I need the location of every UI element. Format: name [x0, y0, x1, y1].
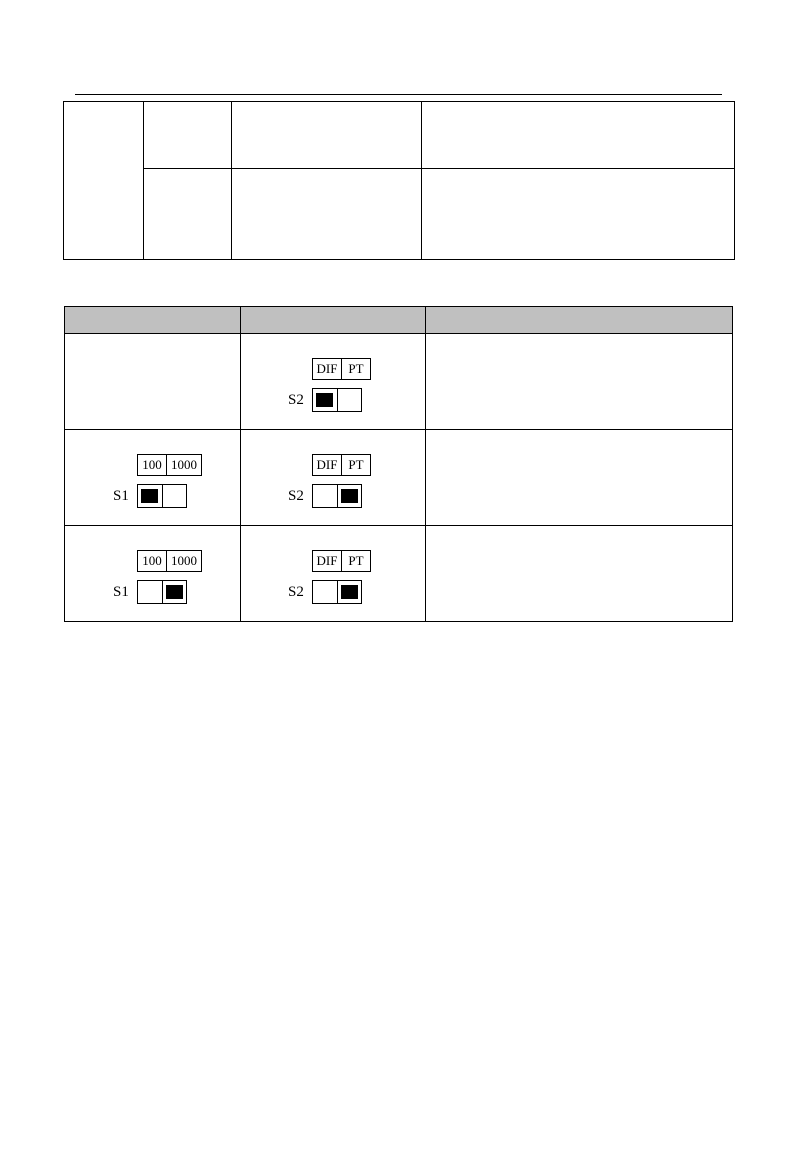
switch-position-labels — [137, 550, 202, 572]
switch-position-labels — [312, 358, 371, 380]
switch-position-label: PT — [341, 455, 370, 475]
description-cell — [426, 430, 733, 526]
s1-cell — [65, 430, 241, 526]
upper-table-cell — [422, 102, 735, 169]
switch-position-label: DIF — [316, 553, 338, 568]
switch-position-labels — [312, 454, 371, 476]
switch-body — [137, 580, 187, 604]
switch-slot-empty — [313, 485, 337, 507]
switch-position-labels — [137, 454, 202, 476]
switch-position-label: 1000 — [166, 455, 201, 475]
switch-slot-empty — [313, 581, 337, 603]
column-header-s1 — [65, 307, 241, 334]
switch-slot-empty — [337, 389, 362, 411]
switch-slot-empty — [138, 581, 162, 603]
s2-cell — [241, 430, 426, 526]
switch-position-label: 100 — [142, 457, 162, 472]
switch-setting-table — [64, 306, 733, 622]
switch-slider-on — [138, 485, 162, 507]
dip-switch-s2 — [288, 550, 371, 604]
table-row — [65, 526, 733, 622]
switch-body — [137, 484, 187, 508]
switch-position-labels — [312, 550, 371, 572]
switch-body — [312, 388, 362, 412]
dip-switch-s2 — [288, 454, 371, 508]
switch-position-label: 100 — [142, 553, 162, 568]
switch-name: S2 — [288, 391, 304, 408]
switch-slot-empty — [162, 485, 187, 507]
description-cell — [426, 526, 733, 622]
column-header-description — [426, 307, 733, 334]
column-header-s2 — [241, 307, 426, 334]
switch-name: S1 — [113, 487, 129, 504]
switch-slider-on — [337, 581, 362, 603]
switch-position-label: 1000 — [166, 551, 201, 571]
dip-switch-s2 — [288, 358, 371, 412]
upper-table-cell — [64, 102, 144, 260]
table-row — [65, 334, 733, 430]
s2-cell — [241, 334, 426, 430]
switch-name: S2 — [288, 487, 304, 504]
upper-table — [63, 101, 735, 260]
header-rule — [75, 94, 722, 95]
s1-cell — [65, 334, 241, 430]
dip-switch-s1 — [113, 454, 202, 508]
switch-slider-on — [162, 581, 187, 603]
switch-position-label: PT — [341, 359, 370, 379]
s1-cell — [65, 526, 241, 622]
switch-slider-on — [337, 485, 362, 507]
switch-body — [312, 580, 362, 604]
switch-name: S2 — [288, 583, 304, 600]
switch-position-label: DIF — [316, 457, 338, 472]
table-row — [65, 430, 733, 526]
switch-slider-on — [313, 389, 337, 411]
upper-table-cell — [232, 102, 422, 169]
switch-position-label: PT — [341, 551, 370, 571]
upper-table-cell — [144, 102, 232, 169]
switch-position-label: DIF — [316, 361, 338, 376]
upper-table-cell — [232, 169, 422, 260]
s2-cell — [241, 526, 426, 622]
switch-body — [312, 484, 362, 508]
dip-switch-s1 — [113, 550, 202, 604]
upper-table-cell — [422, 169, 735, 260]
description-cell — [426, 334, 733, 430]
upper-table-cell — [144, 169, 232, 260]
switch-name: S1 — [113, 583, 129, 600]
